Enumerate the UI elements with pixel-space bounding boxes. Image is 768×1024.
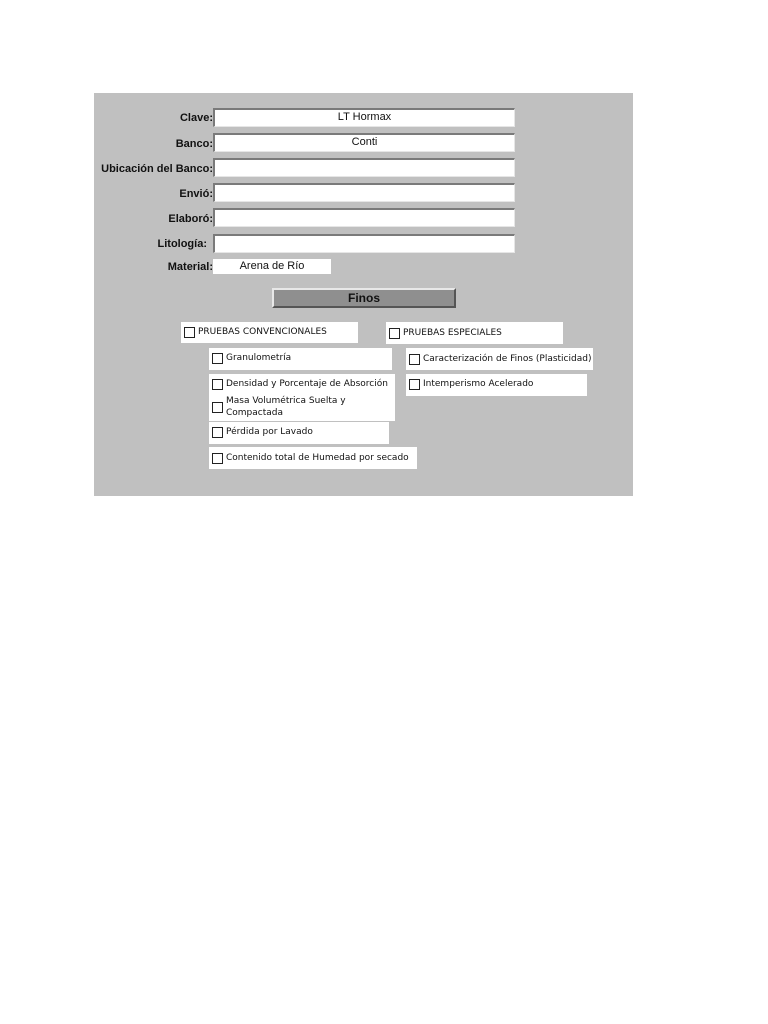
pruebas-convencionales-label: PRUEBAS CONVENCIONALES xyxy=(198,327,327,337)
litologia-label: Litología: xyxy=(157,238,207,250)
elaboro-field[interactable] xyxy=(213,208,515,227)
material-field[interactable]: Arena de Río xyxy=(213,259,331,274)
perdida-lavado-label: Pérdida por Lavado xyxy=(226,427,313,437)
pruebas-especiales-option[interactable] xyxy=(386,322,563,344)
finos-button[interactable]: Finos xyxy=(272,288,456,308)
masa-volumetrica-checkbox[interactable] xyxy=(212,402,223,413)
intemperismo-option[interactable] xyxy=(406,374,587,396)
envio-label: Envió: xyxy=(179,188,213,200)
ubicacion-label: Ubicación del Banco: xyxy=(101,163,213,175)
caracterizacion-finos-option[interactable] xyxy=(406,348,593,370)
intemperismo-label: Intemperismo Acelerado xyxy=(423,379,534,389)
pruebas-especiales-checkbox[interactable] xyxy=(389,328,400,339)
caracterizacion-finos-checkbox[interactable] xyxy=(409,354,420,365)
clave-label: Clave: xyxy=(179,112,213,124)
pruebas-especiales-label: PRUEBAS ESPECIALES xyxy=(403,328,502,338)
contenido-humedad-option[interactable] xyxy=(209,447,417,469)
banco-label: Banco: xyxy=(175,138,213,150)
granulometria-option[interactable] xyxy=(209,348,392,370)
caracterizacion-finos-label: Caracterización de Finos (Plasticidad) xyxy=(423,354,592,364)
densidad-absorcion-label: Densidad y Porcentaje de Absorción xyxy=(226,379,388,389)
material-label: Material: xyxy=(167,261,213,273)
perdida-lavado-checkbox[interactable] xyxy=(212,427,223,438)
densidad-absorcion-option[interactable] xyxy=(209,374,395,421)
masa-volumetrica-label-line2: Compactada xyxy=(226,408,284,418)
perdida-lavado-option[interactable] xyxy=(209,422,389,444)
ubicacion-field[interactable] xyxy=(213,158,515,177)
intemperismo-checkbox[interactable] xyxy=(409,379,420,390)
contenido-humedad-checkbox[interactable] xyxy=(212,453,223,464)
clave-field[interactable]: LT Hormax xyxy=(213,108,515,127)
granulometria-label: Granulometría xyxy=(226,353,292,363)
masa-volumetrica-label-line1: Masa Volumétrica Suelta y xyxy=(226,396,346,406)
banco-field[interactable]: Conti xyxy=(213,133,515,152)
densidad-absorcion-checkbox[interactable] xyxy=(212,379,223,390)
granulometria-checkbox[interactable] xyxy=(212,353,223,364)
pruebas-convencionales-option[interactable] xyxy=(181,322,358,343)
pruebas-convencionales-checkbox[interactable] xyxy=(184,327,195,338)
litologia-field[interactable] xyxy=(213,234,515,253)
contenido-humedad-label: Contenido total de Humedad por secado xyxy=(226,453,409,463)
elaboro-label: Elaboró: xyxy=(168,213,213,225)
envio-field[interactable] xyxy=(213,183,515,202)
